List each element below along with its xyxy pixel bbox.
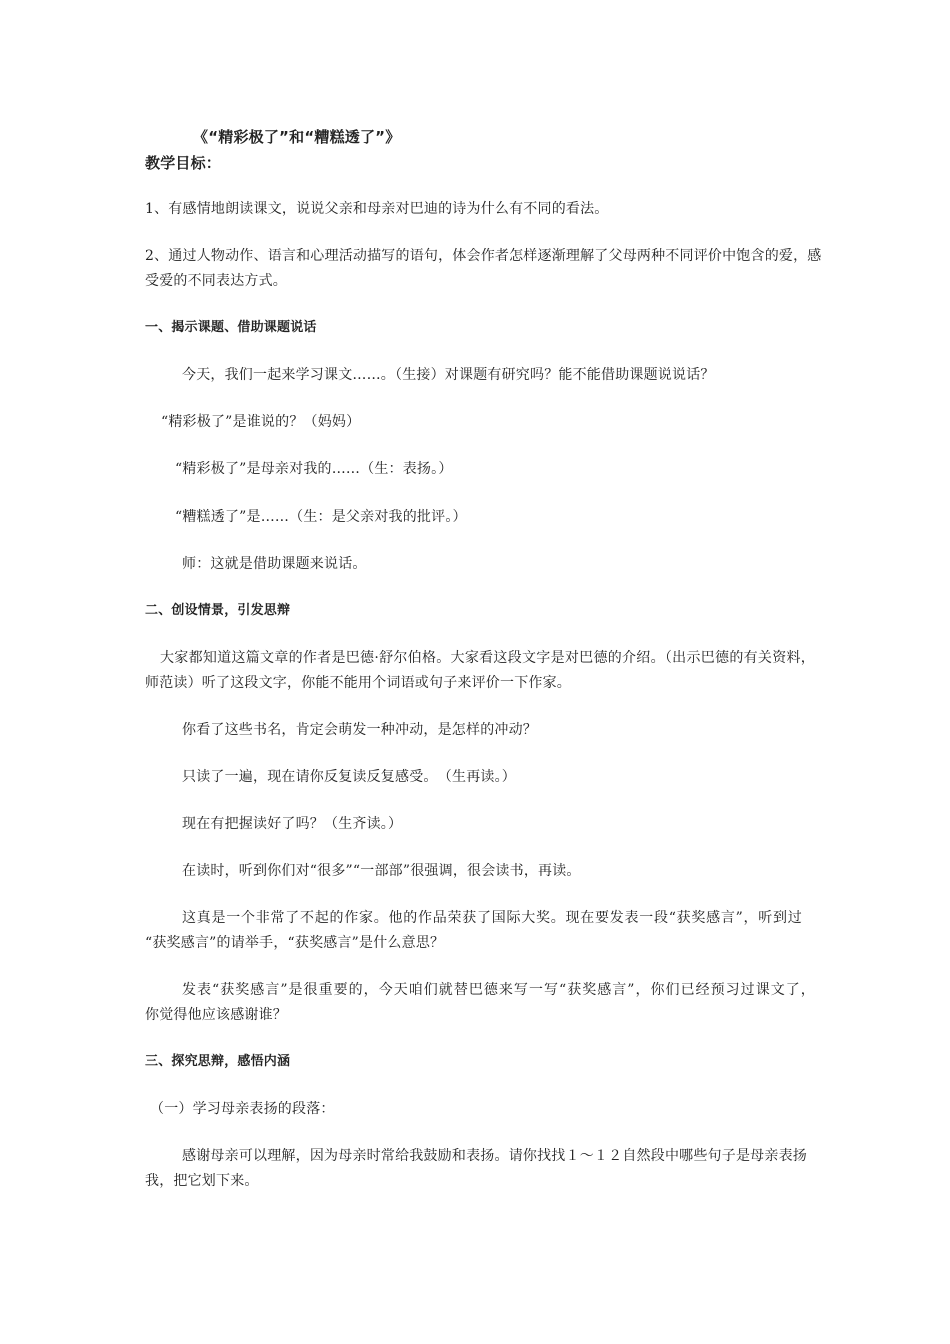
objective-2-line-2: 受爱的不同表达方式。 [145,273,287,289]
page-title: 《“精彩极了”和“糟糕透了”》 [193,128,401,146]
section-2-paragraph-7-line-1: 发表“获奖感言”是很重要的，今天咱们就替巴德来写一写“获奖感言”，你们已经预习过课文了， [182,982,815,998]
section-3-heading: 三、探究思辩，感悟内涵 [145,1054,291,1069]
section-1-paragraph-2: “精彩极了”是谁说的？（妈妈） [161,414,361,430]
section-3-paragraph-1-line-1: 感谢母亲可以理解，因为母亲时常给我鼓励和表扬。请你找找１～１２自然段中哪些句子是母亲表扬 [182,1148,807,1164]
section-1-heading: 一、揭示课题、借助课题说话 [145,320,317,335]
section-2-paragraph-7-line-2: 你觉得他应该感谢谁？ [145,1007,287,1023]
objective-2-line-1: 2、通过人物动作、语言和心理活动描写的语句，体会作者怎样逐渐理解了父母两种不同评价中饱含的爱，感 [145,248,822,264]
section-1-paragraph-5: 师：这就是借助课题来说话。 [182,556,367,572]
section-2-paragraph-6-line-1: 这真是一个非常了不起的作家。他的作品荣获了国际大奖。现在要发表一段“获奖感言”，听到过 [182,910,802,926]
section-1-paragraph-4: “糟糕透了”是……（生：是父亲对我的批评。） [175,509,467,525]
section-1-paragraph-3: “精彩极了”是母亲对我的……（生：表扬。） [175,461,453,477]
section-3-paragraph-1-line-2: 我，把它划下来。 [145,1173,259,1189]
section-2-heading: 二、创设情景，引发思辩 [145,603,291,618]
section-2-paragraph-6-line-2: “获奖感言”的请举手，“获奖感言”是什么意思？ [145,935,445,951]
section-2-paragraph-3: 只读了一遍，现在请你反复读反复感受。 （生再读。） [182,769,516,785]
section-2-paragraph-5: 在读时，听到你们对“很多”“一部部”很强调，很会读书，再读。 [182,863,581,879]
objectives-heading: 教学目标： [145,154,222,172]
section-2-paragraph-1-line-1: 大家都知道这篇文章的作者是巴德·舒尔伯格。大家看这段文字是对巴德的介绍。（出示巴德的有关资料， [160,650,815,666]
section-2-paragraph-2: 你看了这些书名，肯定会萌发一种冲动，是怎样的冲动？ [182,722,537,738]
section-2-paragraph-4: 现在有把握读好了吗？（生齐读。） [182,816,403,832]
section-1-paragraph-1: 今天，我们一起来学习课文……。（生接）对课题有研究吗？能不能借助课题说说话？ [182,367,715,383]
section-3-subheading-1: （一）学习母亲表扬的段落： [150,1101,335,1117]
section-2-paragraph-1-line-2: 师范读）听了这段文字，你能不能用个词语或句子来评价一下作家。 [145,675,571,691]
objective-1: 1、有感情地朗读课文，说说父亲和母亲对巴迪的诗为什么有不同的看法。 [145,201,609,217]
